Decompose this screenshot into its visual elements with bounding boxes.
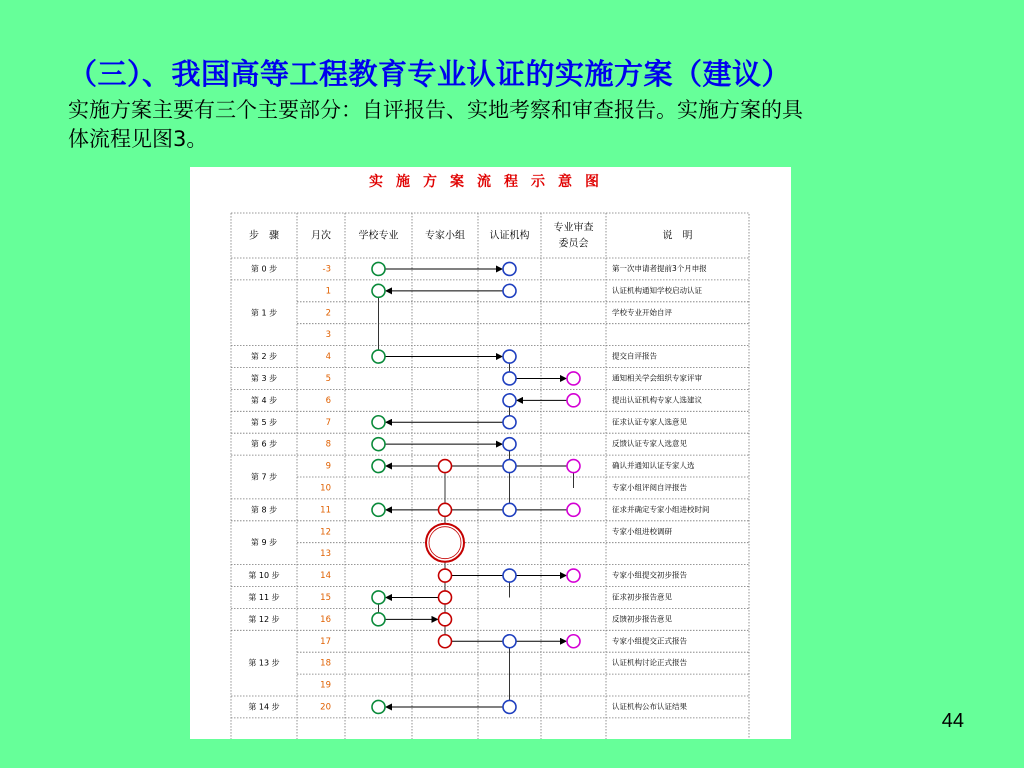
node-school (372, 284, 385, 297)
step-label: 第 10 步 (248, 571, 280, 581)
note-cell: 专家小组提交正式报告 (612, 636, 687, 646)
node-agency (503, 569, 516, 582)
step-label: 第 0 步 (250, 264, 278, 274)
note-cell: 通知相关学会组织专家评审 (612, 373, 702, 383)
node-committee (567, 460, 580, 473)
node-agency (503, 700, 516, 713)
note-cell: 提出认证机构专家人选建议 (612, 395, 702, 405)
note-cell: 专家小组评阅自评报告 (612, 482, 687, 492)
header-experts: 专家小组 (425, 230, 465, 242)
node-agency (503, 372, 516, 385)
month-cell: 20 (320, 702, 331, 713)
node-school (372, 591, 385, 604)
step-label: 第 13 步 (248, 658, 280, 668)
month-cell: 9 (325, 461, 331, 472)
step-label: 第 4 步 (250, 395, 278, 405)
node-agency (503, 635, 516, 648)
node-committee (567, 372, 580, 385)
note-cell: 征求初步报告意见 (612, 592, 672, 602)
node-school (372, 416, 385, 429)
node-school (372, 438, 385, 451)
node-school (372, 700, 385, 713)
month-cell: 17 (320, 636, 331, 647)
month-cell: 12 (320, 527, 331, 538)
node-experts (439, 460, 452, 473)
month-cell: 7 (325, 417, 331, 428)
month-cell: 2 (325, 308, 331, 319)
header-month: 月次 (311, 230, 331, 242)
month-cell: 8 (325, 439, 331, 450)
note-cell: 征求认证专家人选意见 (612, 417, 687, 427)
node-committee (567, 569, 580, 582)
note-cell: 认证机构通知学校启动认证 (612, 285, 702, 295)
node-committee (567, 503, 580, 516)
note-cell: 专家小组提交初步报告 (612, 570, 687, 580)
header-step: 步 骤 (249, 230, 279, 242)
flowchart-figure (190, 167, 791, 739)
step-label: 第 11 步 (248, 592, 280, 602)
month-cell: 6 (325, 395, 331, 406)
step-label: 第 14 步 (248, 702, 280, 712)
flowchart-title: 实施方案流程示意图 (369, 174, 612, 190)
node-agency (503, 460, 516, 473)
month-cell: 3 (325, 330, 331, 341)
site-visit-big-circle (426, 524, 464, 562)
header-note: 说 明 (662, 230, 693, 242)
slide-body-line-2: 体流程见图3。 (68, 127, 208, 151)
note-cell: 反馈认证专家人选意见 (612, 439, 687, 449)
node-agency (503, 416, 516, 429)
note-cell: 反馈初步报告意见 (612, 614, 672, 624)
note-cell: 专家小组进校调研 (612, 526, 672, 536)
note-cell: 第一次申请者提前3个月申报 (612, 263, 707, 273)
step-label: 第 6 步 (250, 439, 278, 449)
header-committee-line1: 专业审查 (553, 222, 594, 234)
slide-body-line-1: 实施方案主要有三个主要部分：自评报告、实地考察和审查报告。实施方案的具 (68, 98, 803, 122)
node-agency (503, 503, 516, 516)
month-cell: 11 (320, 505, 331, 516)
month-cell: 14 (320, 571, 331, 582)
page-number: 44 (941, 710, 964, 732)
month-cell: 16 (320, 614, 331, 625)
month-cell: 18 (320, 658, 331, 669)
node-agency (503, 262, 516, 275)
node-school (372, 503, 385, 516)
node-committee (567, 635, 580, 648)
step-label: 第 7 步 (250, 472, 278, 482)
month-cell: 10 (320, 483, 331, 494)
node-school (372, 262, 385, 275)
note-cell: 认证机构公布认证结果 (612, 701, 687, 711)
note-cell: 提交自评报告 (612, 351, 657, 361)
step-label: 第 3 步 (250, 373, 278, 383)
node-school (372, 460, 385, 473)
month-cell: 15 (320, 592, 331, 603)
step-label: 第 5 步 (250, 417, 278, 427)
node-experts (439, 613, 452, 626)
step-label: 第 1 步 (250, 308, 278, 318)
header-school: 学校专业 (358, 230, 399, 242)
node-experts (439, 591, 452, 604)
step-label: 第 8 步 (250, 505, 278, 515)
month-cell: 13 (320, 549, 331, 560)
node-experts (439, 569, 452, 582)
step-label: 第 12 步 (248, 614, 280, 624)
node-agency (503, 394, 516, 407)
note-cell: 征求并确定专家小组进校时间 (612, 504, 710, 514)
node-school (372, 350, 385, 363)
node-experts (439, 503, 452, 516)
note-cell: 认证机构讨论正式报告 (612, 658, 687, 668)
node-experts (439, 635, 452, 648)
step-label: 第 9 步 (250, 538, 278, 548)
node-agency (503, 350, 516, 363)
month-cell: 19 (320, 680, 331, 691)
node-school (372, 613, 385, 626)
month-cell: 1 (325, 286, 331, 297)
node-agency (503, 438, 516, 451)
month-cell: -3 (322, 264, 331, 275)
slide-body (68, 96, 968, 154)
header-committee-line2: 委员会 (558, 238, 589, 250)
note-cell: 学校专业开始自评 (612, 307, 672, 317)
flowchart-table (190, 167, 791, 739)
slide-title: （三）、我国高等工程教育专业认证的实施方案（建议） (68, 57, 792, 91)
node-agency (503, 284, 516, 297)
note-cell: 确认并通知认证专家人选 (612, 461, 695, 471)
month-cell: 4 (325, 352, 331, 363)
month-cell: 5 (325, 373, 331, 384)
node-committee (567, 394, 580, 407)
step-label: 第 2 步 (250, 352, 278, 362)
header-agency: 认证机构 (489, 230, 530, 242)
